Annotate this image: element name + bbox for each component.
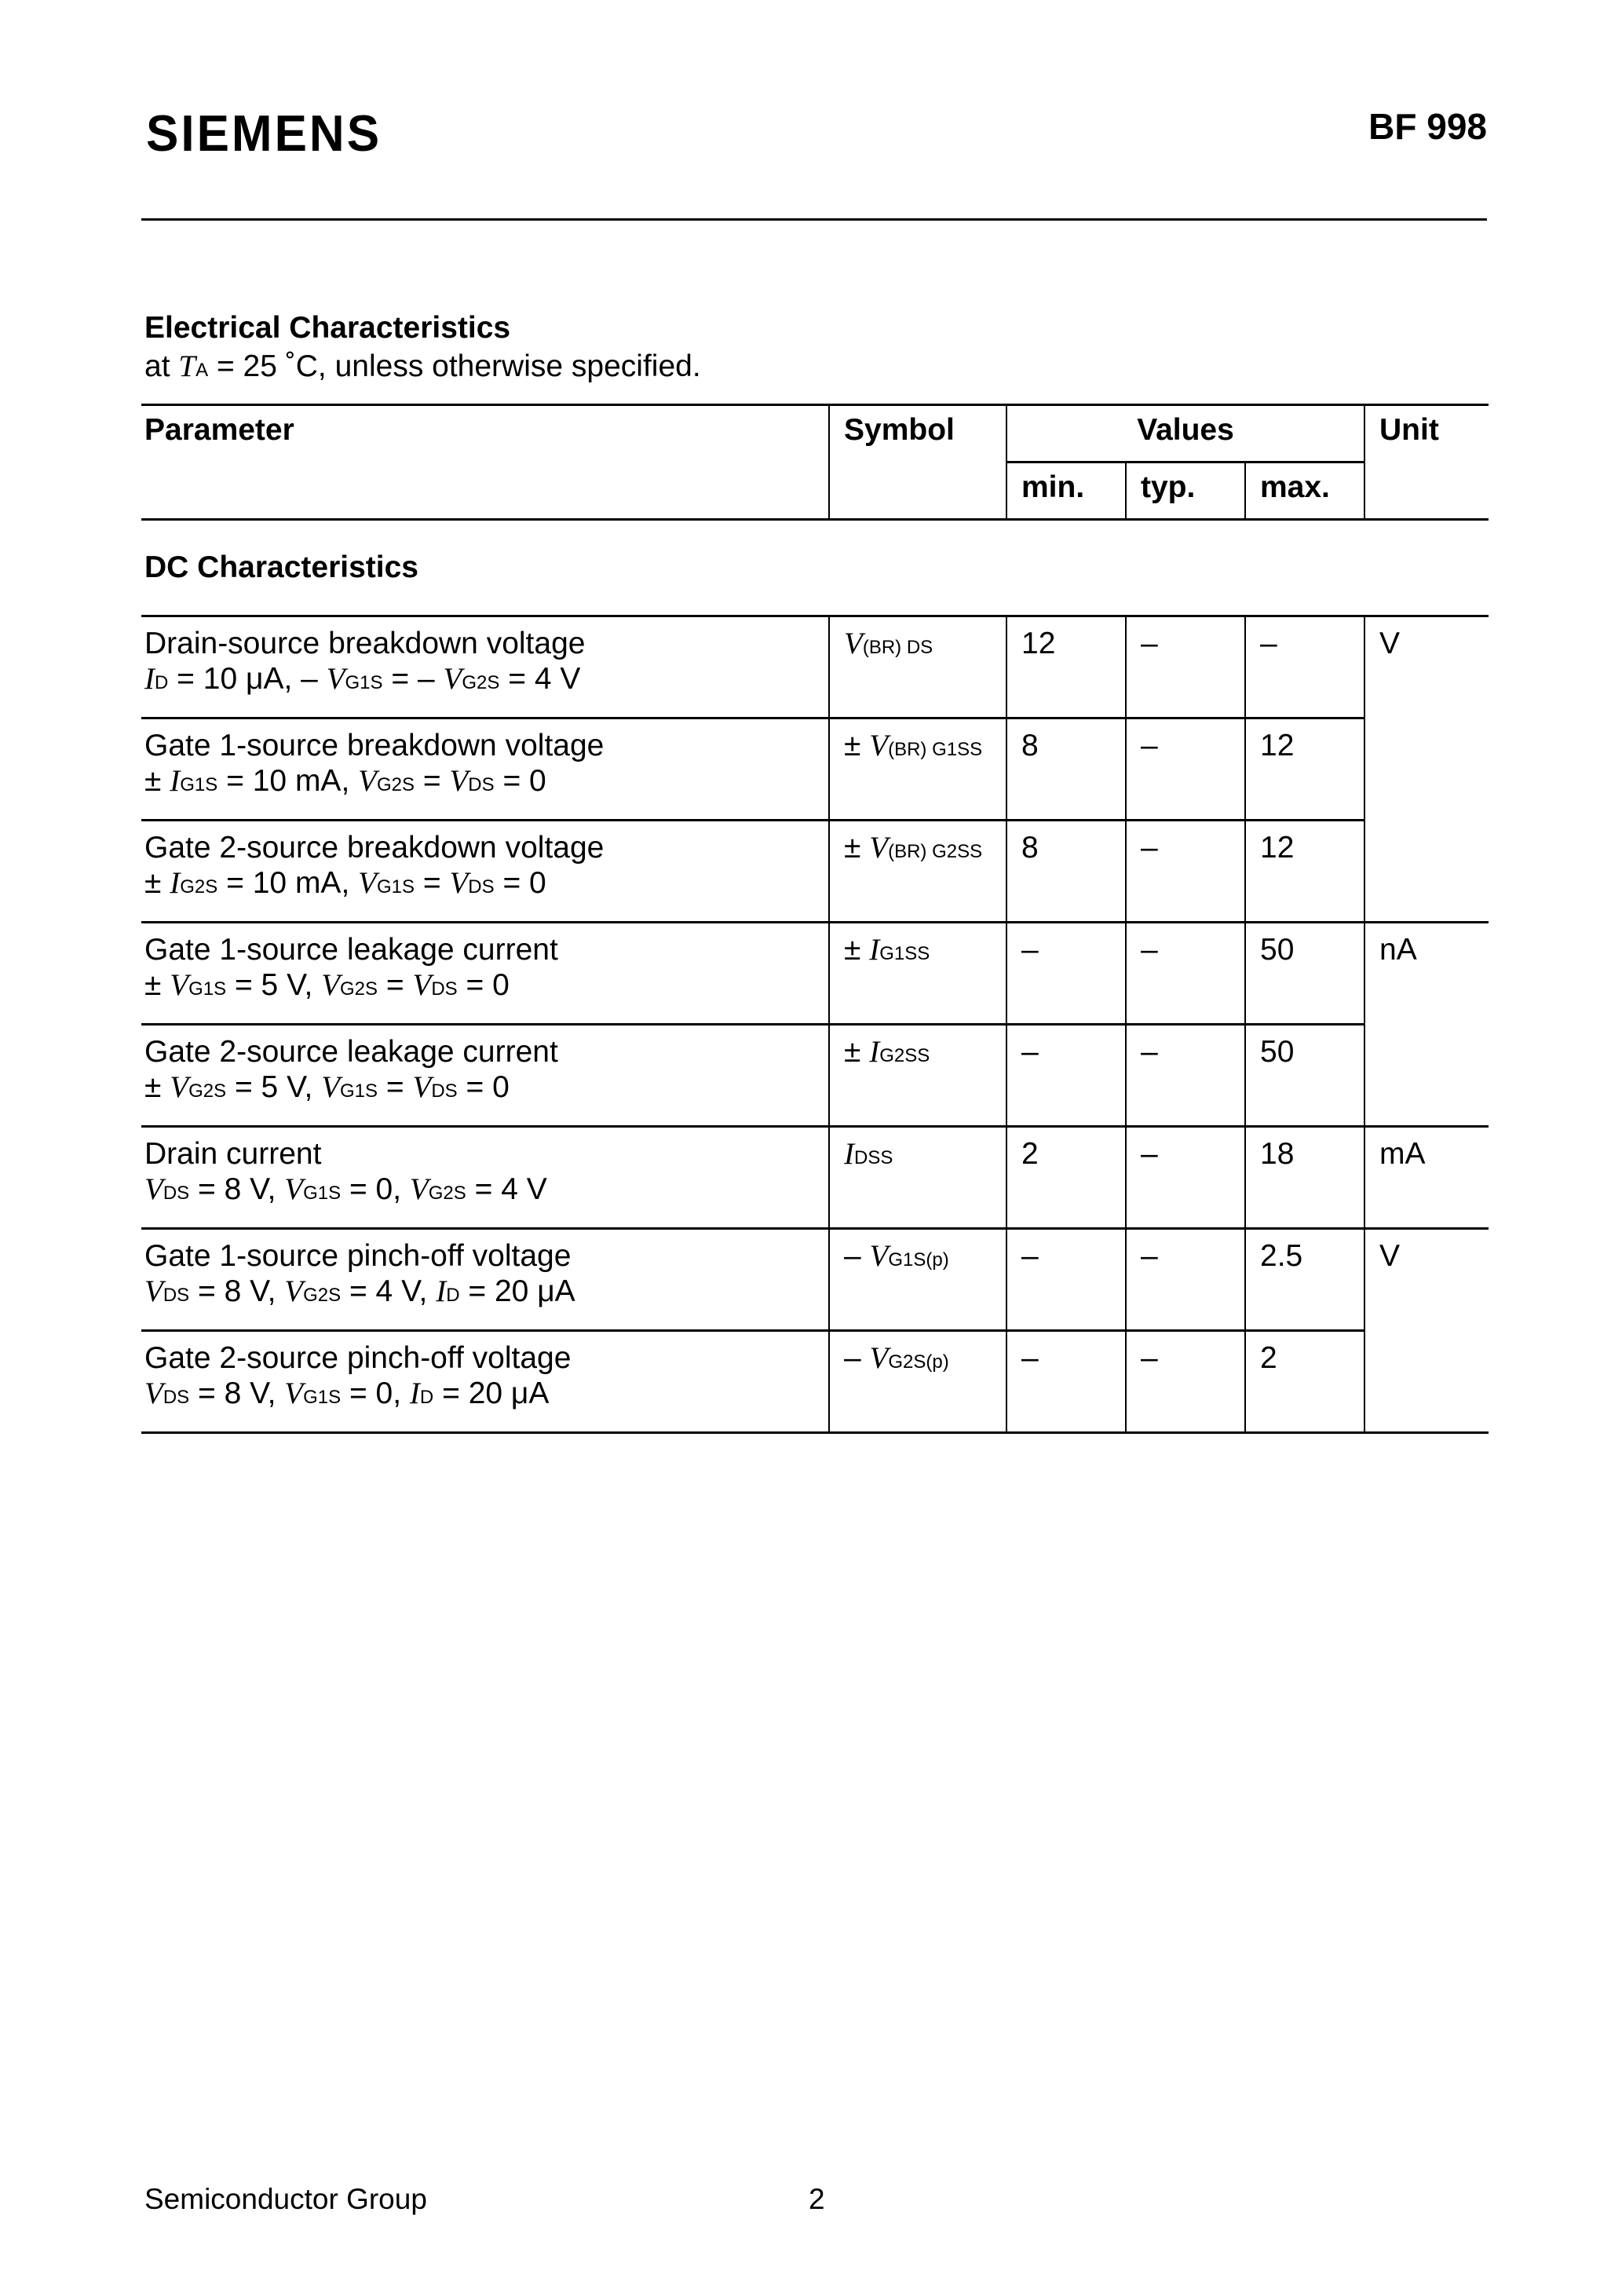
condition-symbol: V — [321, 968, 341, 1002]
parameter-name: Gate 2-source pinch-off voltage — [144, 1341, 572, 1375]
header-max: max. — [1245, 462, 1364, 520]
parameter-cell — [141, 718, 829, 821]
parameter-name: Gate 1-source pinch-off voltage — [144, 1239, 572, 1273]
condition-symbol: V — [144, 1377, 163, 1410]
symbol-text: – — [844, 1341, 870, 1375]
symbol-text: ± — [844, 831, 870, 865]
condition-symbol: V — [284, 1274, 304, 1308]
header-typ: typ. — [1126, 462, 1245, 520]
symbol-subscript: G2SS — [879, 1045, 930, 1066]
condition-subscript: DS — [431, 1080, 458, 1102]
symbol-cell — [829, 1025, 1006, 1127]
value-max: 18 — [1245, 1127, 1364, 1229]
parameter-cell — [141, 1127, 829, 1229]
symbol-symbol: I — [869, 1035, 880, 1069]
condition-subscript: G2S — [188, 1080, 227, 1102]
symbol-text: – — [844, 1239, 870, 1273]
symbol-symbol: I — [869, 933, 880, 967]
symbol-subscript: (BR) G1SS — [888, 739, 983, 760]
condition-symbol: V — [284, 1377, 304, 1410]
symbol-subscript: G1S(p) — [888, 1249, 949, 1270]
symbol-cell — [829, 718, 1006, 821]
test-condition — [144, 1072, 828, 1102]
unit-cell: V — [1364, 616, 1489, 923]
table-row — [141, 718, 1489, 821]
condition-symbol: V — [284, 1172, 304, 1206]
table-row — [141, 821, 1489, 923]
condition-subscript: DS — [431, 978, 458, 1000]
condition-text: = 20 μA — [459, 1274, 575, 1308]
table-row — [141, 1331, 1489, 1433]
value-min: – — [1006, 1331, 1126, 1433]
header-unit: Unit — [1364, 405, 1489, 520]
condition-subscript: G2S — [340, 978, 378, 1000]
value-max: 50 — [1245, 923, 1364, 1025]
symbol-symbol: V — [844, 627, 863, 660]
parameter-cell — [141, 1229, 829, 1331]
test-condition — [144, 766, 828, 796]
symbol-cell — [829, 923, 1006, 1025]
symbol-symbol: I — [844, 1137, 854, 1171]
condition-symbol: V — [358, 866, 377, 900]
value-typ: – — [1126, 616, 1245, 718]
condition-symbol: V — [449, 866, 469, 900]
parameter-cell — [141, 1025, 829, 1127]
footer-publisher: Semiconductor Group — [144, 2183, 427, 2215]
condition-text: = — [414, 866, 450, 900]
condition-subscript: G1S — [303, 1387, 342, 1408]
symbol-subscript: G2S(p) — [888, 1351, 949, 1373]
subtitle-prefix: at — [144, 349, 170, 383]
condition-text: = 8 V, — [189, 1172, 285, 1206]
condition-subscript: G2S — [376, 774, 415, 795]
header-divider — [141, 218, 1487, 221]
parameter-name: Gate 2-source breakdown voltage — [144, 831, 605, 865]
symbol-symbol: V — [869, 1239, 889, 1273]
symbol-text: ± — [844, 729, 870, 762]
parameter-name: Gate 1-source breakdown voltage — [144, 729, 605, 762]
condition-symbol: I — [436, 1274, 447, 1308]
condition-text: = 8 V, — [189, 1377, 285, 1410]
value-typ: – — [1126, 1025, 1245, 1127]
test-condition — [144, 1276, 828, 1307]
value-min: 8 — [1006, 821, 1126, 923]
parameter-name: Drain current — [144, 1137, 322, 1171]
value-min: 2 — [1006, 1127, 1126, 1229]
condition-symbol: V — [144, 1172, 163, 1206]
section-title: Electrical Characteristics — [144, 311, 511, 345]
condition-subscript: G1S — [376, 876, 415, 898]
table-row — [141, 1229, 1489, 1331]
condition-text: = 4 V — [466, 1172, 547, 1206]
condition-text: = 10 mA, — [217, 764, 359, 798]
condition-subscript: D — [419, 1387, 434, 1408]
condition-subscript: DS — [468, 774, 495, 795]
condition-text: ± — [144, 764, 170, 798]
condition-subscript: G2S — [428, 1183, 466, 1204]
subtitle-symbol: T — [178, 349, 196, 383]
condition-text: = 0 — [494, 866, 546, 900]
group-title: DC Characteristics — [141, 520, 1489, 616]
value-min: – — [1006, 1229, 1126, 1331]
condition-subscript: DS — [163, 1285, 190, 1306]
unit-cell: nA — [1364, 923, 1489, 1127]
test-condition — [144, 1174, 828, 1205]
table-row — [141, 923, 1489, 1025]
parameter-cell — [141, 616, 829, 718]
condition-symbol: I — [144, 662, 155, 696]
symbol-cell — [829, 1229, 1006, 1331]
parameter-name: Drain-source breakdown voltage — [144, 627, 586, 660]
value-min: 12 — [1006, 616, 1126, 718]
header-values: Values — [1006, 405, 1364, 462]
table-row — [141, 616, 1489, 718]
symbol-text: ± — [844, 1035, 870, 1069]
condition-text: = 0 — [494, 764, 546, 798]
value-max: 2 — [1245, 1331, 1364, 1433]
condition-subscript: G1S — [303, 1183, 342, 1204]
condition-symbol: V — [144, 1274, 163, 1308]
value-typ: – — [1126, 718, 1245, 821]
value-typ: – — [1126, 1127, 1245, 1229]
header-parameter: Parameter — [141, 405, 829, 520]
test-condition — [144, 970, 828, 1000]
symbol-subscript: (BR) DS — [862, 637, 933, 658]
value-max: 12 — [1245, 718, 1364, 821]
condition-text: = 20 μA — [433, 1377, 550, 1410]
condition-subscript: DS — [163, 1183, 190, 1204]
condition-text: = 4 V — [499, 662, 581, 696]
table-row — [141, 1127, 1489, 1229]
condition-text: ± — [144, 1070, 170, 1104]
condition-symbol: V — [412, 1070, 432, 1104]
symbol-symbol: V — [869, 729, 889, 762]
symbol-symbol: V — [869, 1341, 889, 1375]
parameter-cell — [141, 821, 829, 923]
condition-text: = 10 mA, — [217, 866, 359, 900]
condition-symbol: I — [170, 866, 181, 900]
condition-symbol: V — [409, 1172, 429, 1206]
page-number: 2 — [809, 2183, 825, 2215]
condition-text: = — [414, 764, 450, 798]
condition-symbol: V — [170, 968, 189, 1002]
parameter-cell — [141, 1331, 829, 1433]
condition-symbol: I — [409, 1377, 420, 1410]
parameter-name: Gate 2-source leakage current — [144, 1035, 558, 1069]
symbol-cell — [829, 1127, 1006, 1229]
unit-cell: mA — [1364, 1127, 1489, 1229]
test-condition — [144, 1378, 828, 1409]
unit-cell: V — [1364, 1229, 1489, 1433]
condition-text: = 0, — [341, 1377, 410, 1410]
condition-subscript: G1S — [180, 774, 218, 795]
condition-text: = 5 V, — [226, 968, 322, 1002]
document-part-number: BF 998 — [1368, 106, 1487, 147]
section-subtitle — [144, 351, 701, 382]
value-typ: – — [1126, 1331, 1245, 1433]
condition-subscript: D — [155, 672, 169, 693]
condition-text: = 4 V, — [341, 1274, 437, 1308]
condition-symbol: V — [326, 662, 345, 696]
parameter-name: Gate 1-source leakage current — [144, 933, 558, 967]
condition-symbol: I — [170, 764, 181, 798]
condition-text: = — [378, 968, 413, 1002]
condition-text: = 10 μA, – — [168, 662, 327, 696]
test-condition — [144, 868, 828, 898]
siemens-logo: SIEMENS — [146, 105, 382, 163]
condition-symbol: V — [449, 764, 469, 798]
header-symbol: Symbol — [829, 405, 1006, 520]
condition-text: = 5 V, — [226, 1070, 322, 1104]
condition-subscript: D — [446, 1285, 460, 1306]
value-max: – — [1245, 616, 1364, 718]
parameter-cell — [141, 923, 829, 1025]
value-min: 8 — [1006, 718, 1126, 821]
condition-subscript: DS — [163, 1387, 190, 1408]
condition-subscript: G1S — [340, 1080, 378, 1102]
value-typ: – — [1126, 1229, 1245, 1331]
condition-symbol: V — [412, 968, 432, 1002]
subtitle-subscript: A — [195, 360, 209, 381]
condition-subscript: G2S — [180, 876, 218, 898]
condition-text: ± — [144, 968, 170, 1002]
condition-text: = 8 V, — [189, 1274, 285, 1308]
value-typ: – — [1126, 821, 1245, 923]
condition-text: ± — [144, 866, 170, 900]
condition-text: = 0, — [341, 1172, 410, 1206]
symbol-subscript: G1SS — [879, 943, 930, 964]
condition-text: = 0 — [457, 968, 510, 1002]
header-min: min. — [1006, 462, 1126, 520]
symbol-subscript: (BR) G2SS — [888, 841, 983, 862]
symbol-cell — [829, 616, 1006, 718]
condition-subscript: G1S — [188, 978, 227, 1000]
condition-subscript: G2S — [303, 1285, 342, 1306]
value-max: 2.5 — [1245, 1229, 1364, 1331]
subtitle-rest: = 25 ˚C, unless otherwise specified. — [216, 349, 701, 383]
value-typ: – — [1126, 923, 1245, 1025]
condition-text: = 0 — [457, 1070, 510, 1104]
value-min: – — [1006, 923, 1126, 1025]
condition-text: = — [378, 1070, 413, 1104]
electrical-characteristics-table — [141, 404, 1489, 1434]
symbol-cell — [829, 1331, 1006, 1433]
symbol-subscript: DSS — [854, 1147, 893, 1168]
condition-subscript: G1S — [345, 672, 383, 693]
symbol-cell — [829, 821, 1006, 923]
condition-symbol: V — [358, 764, 377, 798]
symbol-symbol: V — [869, 831, 889, 865]
value-max: 50 — [1245, 1025, 1364, 1127]
condition-symbol: V — [443, 662, 462, 696]
condition-subscript: DS — [468, 876, 495, 898]
condition-text: = – — [382, 662, 444, 696]
condition-symbol: V — [170, 1070, 189, 1104]
test-condition — [144, 664, 828, 694]
table-row — [141, 1025, 1489, 1127]
symbol-text: ± — [844, 933, 870, 967]
value-max: 12 — [1245, 821, 1364, 923]
condition-symbol: V — [321, 1070, 341, 1104]
condition-subscript: G2S — [462, 672, 500, 693]
value-min: – — [1006, 1025, 1126, 1127]
